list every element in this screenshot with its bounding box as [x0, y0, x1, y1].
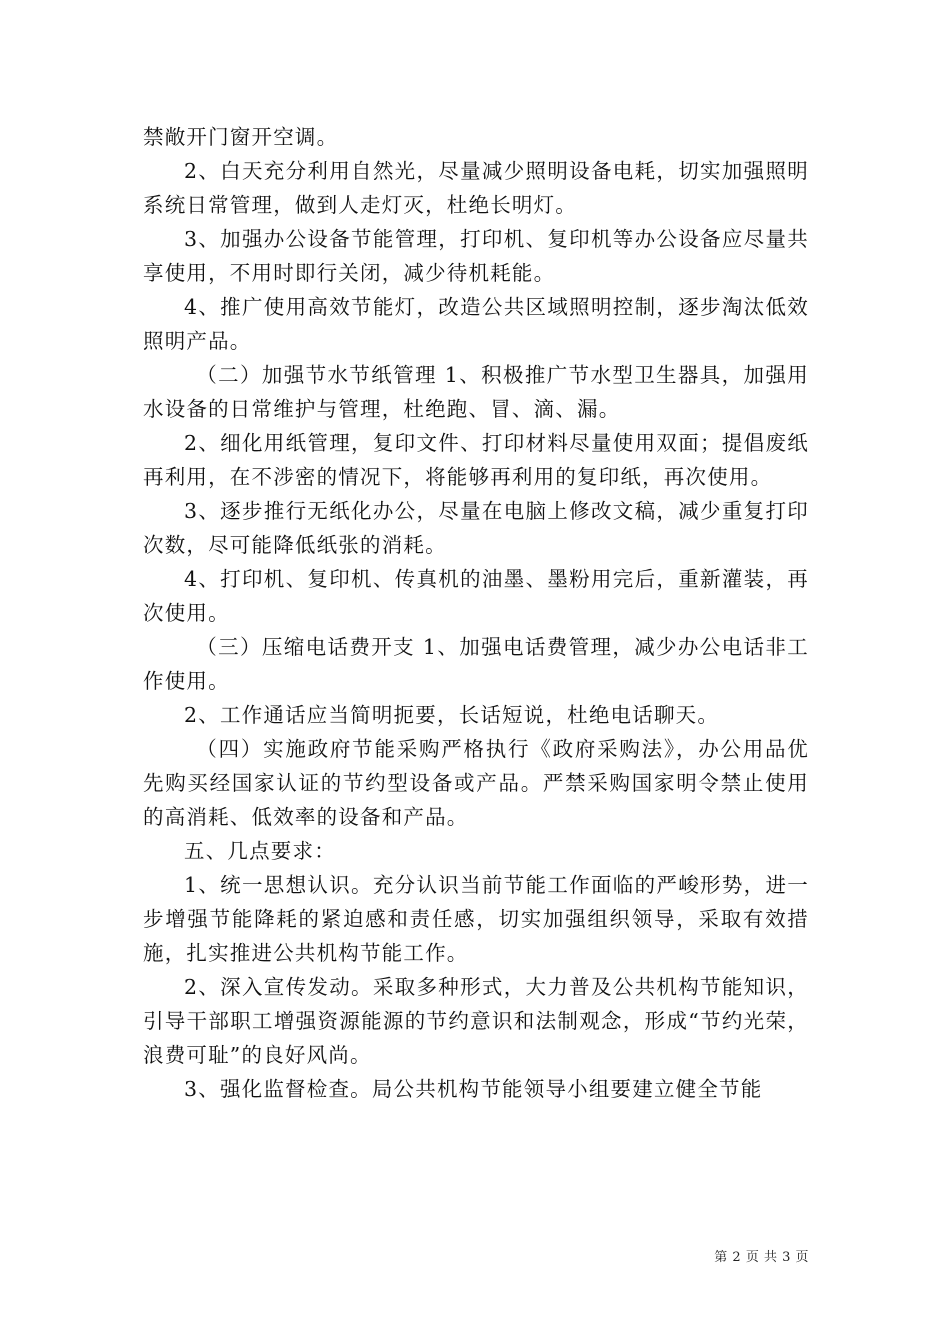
section-heading-2: （二）加强节水节纸管理 1、积极推广节水型卫生器具，加强用水设备的日常维护与管理，杜绝跑、冒、滴、漏。: [143, 363, 809, 421]
section-heading-5: 五、几点要求：: [184, 839, 336, 863]
paragraph-8: 4、打印机、复印机、传真机的油墨、墨粉用完后，重新灌装，再次使用。: [143, 567, 809, 625]
paragraph-4: 4、推广使用高效节能灯，改造公共区域照明控制，逐步淘汰低效照明产品。: [143, 295, 809, 353]
paragraph-15: 3、强化监督检查。局公共机构节能领导小组要建立健全节能: [184, 1077, 763, 1101]
paragraph-3: 3、加强办公设备节能管理，打印机、复印机等办公设备应尽量共享使用，不用时即行关闭，减少待机耗能。: [143, 227, 809, 285]
paragraph-10: 2、工作通话应当简明扼要，长话短说，杜绝电话聊天。: [184, 703, 720, 727]
section-heading-3: （三）压缩电话费开支 1、加强电话费管理，减少办公电话非工作使用。: [143, 635, 809, 693]
page-number-footer: 第 2 页 共 3 页: [714, 1250, 809, 1265]
paragraph-6: 2、细化用纸管理，复印文件、打印材料尽量使用双面；提倡废纸再利用，在不涉密的情况下，将能够再利用的复印纸，再次使用。: [143, 431, 809, 489]
paragraph-13: 1、统一思想认识。充分认识当前节能工作面临的严峻形势，进一步增强节能降耗的紧迫感和责任感，切实加强组织领导，采取有效措施，扎实推进公共机构节能工作。: [143, 873, 809, 965]
document-body: [143, 120, 809, 1106]
paragraph-1: 禁敞开门窗开空调。: [143, 125, 339, 149]
paragraph-7: 3、逐步推行无纸化办公，尽量在电脑上修改文稿，减少重复打印次数，尽可能降低纸张的消耗。: [143, 499, 809, 557]
paragraph-2: 2、白天充分利用自然光，尽量减少照明设备电耗，切实加强照明系统日常管理，做到人走灯灭，杜绝长明灯。: [143, 159, 809, 217]
paragraph-14: 2、深入宣传发动。采取多种形式，大力普及公共机构节能知识，引导干部职工增强资源能源的节约意识和法制观念，形成“节约光荣，浪费可耻”的良好风尚。: [143, 975, 809, 1067]
section-heading-4: （四）实施政府节能采购严格执行《政府采购法》，办公用品优先购买经国家认证的节约型设备或产品。严禁采购国家明令禁止使用的高消耗、低效率的设备和产品。: [143, 737, 809, 829]
